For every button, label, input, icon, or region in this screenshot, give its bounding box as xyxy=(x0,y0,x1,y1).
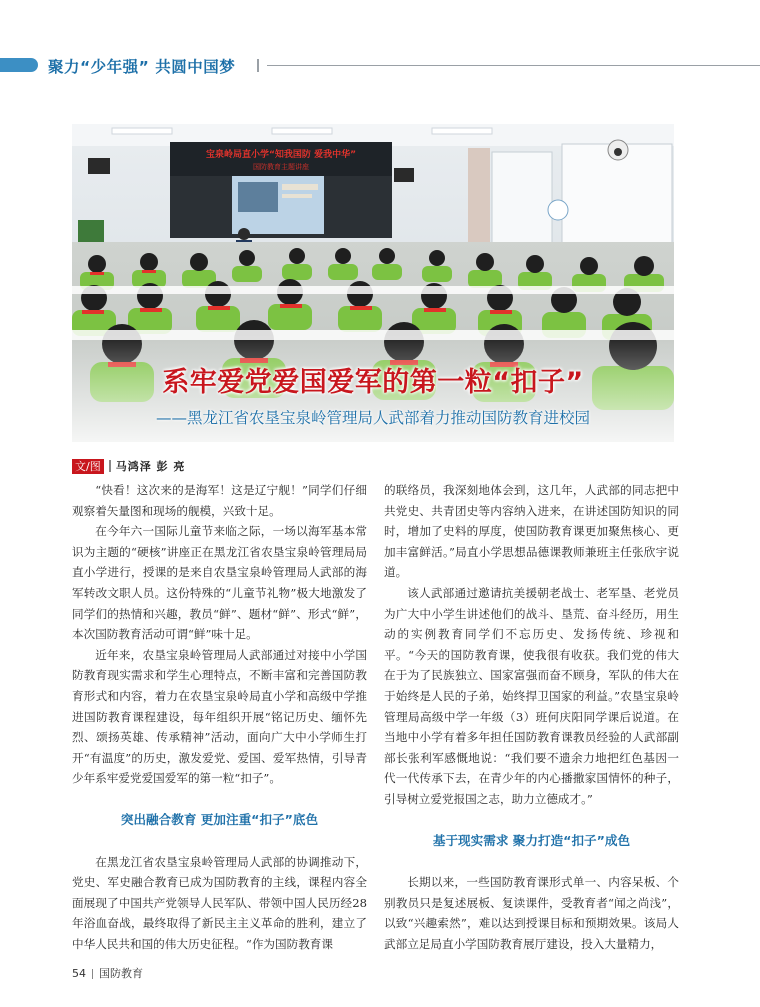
body-paragraph: 近年来，农垦宝泉岭管理局人武部通过对接中小学国防教育现实需求和学生心理特点，不断丰富和完善国防教育形式和内容，着力在农垦宝泉岭局直小学和高级中学推进国防教育课程建设，每年组织开展“铭记历史、缅怀先烈、颂扬英雄、传承精神”活动，面向广大中小学师生打开“有温度”的历史，激发爱党、爱国、爱军热情，引导青少年系牢爱党爱国爱军的第一粒“扣子”。 xyxy=(72,647,367,786)
body-paragraph-continued: 的联络员，我深刻地体会到，这几年，人武部的同志把中共党史、共青团史等内容纳入进来，在讲述国防知识的同时，增加了史料的厚度，使国防教育课更加聚焦核心、更加丰富鲜活。”局直小学思想品德课教师兼班主任张欣宇说道。 xyxy=(384,483,679,580)
body-paragraph: 在黑龙江省农垦宝泉岭管理局人武部的协调推动下，党史、军史融合教育已成为国防教育的主线，课程内容全面展现了中国共产党领导人民军队、带领中国人民历经28年浴血奋战，最终取得了新民主主义革命的胜利，建立了中华人民共和国的伟大历史征程。“作为国防教育课 xyxy=(72,854,367,951)
banner-text-line1: 宝泉岭局直小学“知我国防 爱我中华” xyxy=(206,150,356,160)
header-tab-marker xyxy=(0,58,38,72)
body-paragraph: 在今年六一国际儿童节来临之际，一场以海军基本常识为主题的“硬核”讲座正在黑龙江省农垦宝泉岭管理局局直小学进行，授课的是来自农垦宝泉岭管理局人武部的海军转改文职人员。这份特殊的“儿童节礼物”极大地激发了同学们的热情和兴趣，教员“鲜”、题材“鲜”、形式“鲜”，本次国防教育活动可谓“鲜”味十足。 xyxy=(72,524,367,642)
section-header xyxy=(0,56,760,78)
magazine-name: 国防教育 xyxy=(99,967,143,980)
left-column xyxy=(72,480,367,954)
body-paragraph: 该人武部通过邀请抗美援朝老战士、老军垦、老党员为广大中小学生讲述他们的战斗、垦荒、奋斗经历，用生动的实例教育同学们不忘历史、发扬传统、珍视和平。“今天的国防教育课，使我很有收获。我们党的伟大在于为了民族独立、国家富强而奋不顾身，军队的伟大在于始终是人民的子弟，始终捍卫国家的利益。”农垦宝泉岭管理局高级中学一年级（3）班何庆阳同学课后说道。在当地中小学有着多年担任国防教育课教员经验的人武部副部长张利军感慨地说：“我们要不遗余力地把红色基因一代一代传承下去，在青少年的内心播撒家国情怀的种子，引导树立爱党报国之志，助力立德成才。” xyxy=(384,585,679,806)
right-column xyxy=(384,480,679,954)
header-rule xyxy=(267,65,760,66)
author-names: 马鸿泽 彭 亮 xyxy=(115,460,186,473)
body-paragraph: “快看！这次来的是海军！这是辽宁舰！”同学们仔细观察着矢量图和现场的舰模，兴致十足。 xyxy=(72,483,367,518)
section-heading: 突出融合教育 更加注重“扣子”底色 xyxy=(120,811,319,827)
article-subtitle: ——黑龙江省农垦宝泉岭管理局人武部着力推动国防教育进校园 xyxy=(155,409,590,427)
section-title: 聚力“少年强” 共圆中国梦 xyxy=(48,58,236,76)
footer-divider xyxy=(92,969,93,979)
page-number: 54 xyxy=(72,967,86,980)
byline xyxy=(72,458,185,474)
byline-tag: 文/图 xyxy=(72,459,104,474)
banner-text-line2: 国防教育主题讲座 xyxy=(253,163,309,171)
article-title: 系牢爱党爱国爱军的第一粒“扣子” xyxy=(162,367,584,398)
body-paragraph: 长期以来，一些国防教育课形式单一、内容呆板、个别教员只是复述展板、复读课件，受教育者“闻之尚浅”，以致“兴趣索然”，难以达到授课目标和预期效果。该局人武部立足局直小学国防教育展厅建设，投入大量精力， xyxy=(384,875,679,951)
page-footer xyxy=(72,965,143,981)
hero-photo xyxy=(72,124,674,442)
section-heading: 基于现实需求 聚力打造“扣子”成色 xyxy=(432,832,631,848)
header-divider xyxy=(257,59,259,72)
byline-divider xyxy=(109,460,111,472)
